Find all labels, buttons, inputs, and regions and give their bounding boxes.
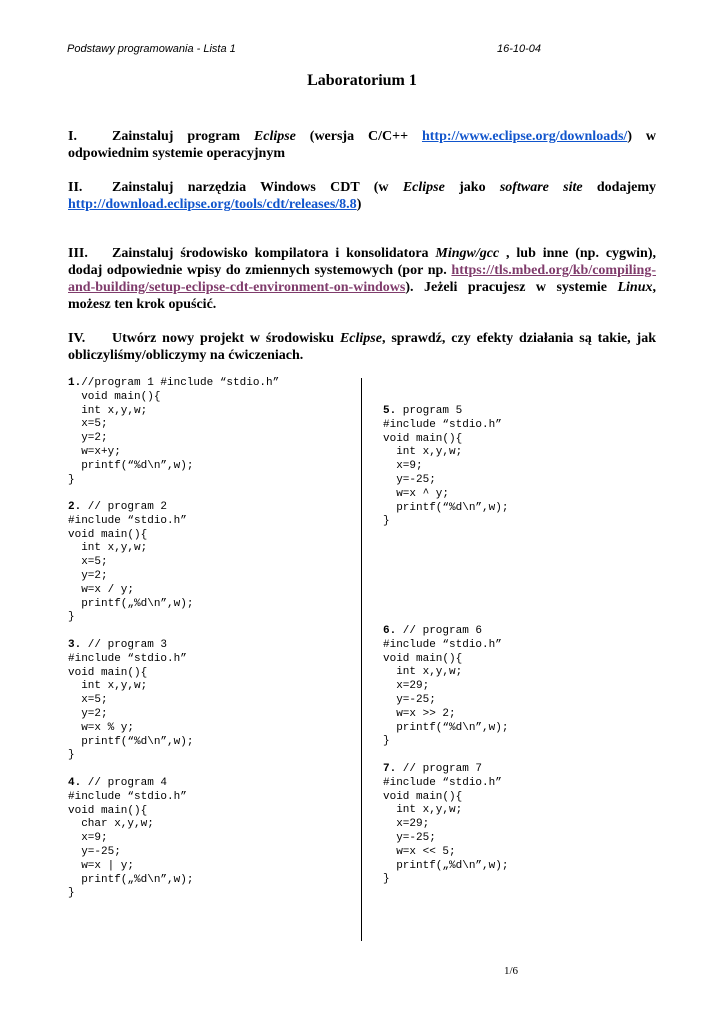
code-text: printf(“%d\n”,w); <box>68 735 194 748</box>
code-text: y=-25; <box>383 473 436 486</box>
task-text: jako <box>444 180 500 195</box>
column-divider <box>361 378 362 941</box>
code-line <box>68 556 193 570</box>
code-line <box>68 460 279 474</box>
task-italic: Eclipse <box>253 129 296 144</box>
code-line <box>68 598 193 612</box>
code-text: w=x | y; <box>68 859 135 872</box>
program-block-7 <box>383 763 508 887</box>
program-number: 5. <box>383 405 397 417</box>
code-text: y=2; <box>68 432 108 445</box>
task-text: Zainstaluj program <box>112 129 254 144</box>
code-text: } <box>383 515 390 528</box>
code-text: printf(„%d\n”,w); <box>68 873 194 886</box>
code-text: w=x / y; <box>68 583 135 596</box>
code-text: y=-25; <box>383 693 436 706</box>
task-text: , możesz ten krok opuścić. <box>68 280 656 312</box>
code-line <box>68 418 279 432</box>
code-text: x=5; <box>68 556 108 569</box>
code-text: x=9; <box>68 832 108 845</box>
code-text: #include “stdio.h” <box>383 418 502 431</box>
code-text: program 5 <box>396 405 463 417</box>
code-text: w=x+y; <box>68 445 121 458</box>
task-text: ). Jeżeli pracujesz w systemie <box>405 280 618 295</box>
code-text: printf(„%d\n”,w); <box>68 597 194 610</box>
code-text: printf(“%d\n”,w); <box>383 501 509 514</box>
code-line <box>383 653 508 667</box>
program-block-6 <box>383 625 508 749</box>
code-text: // program 6 <box>396 625 483 637</box>
code-line <box>68 736 193 750</box>
program-block-2 <box>68 501 193 625</box>
program-number: 1. <box>68 377 82 389</box>
code-text: w=x << 5; <box>383 845 456 858</box>
code-line <box>383 832 508 846</box>
code-line <box>383 639 508 653</box>
code-text: int x,y,w; <box>383 666 463 679</box>
code-line <box>383 666 508 680</box>
code-text: void main(){ <box>68 390 161 403</box>
task-number: II. <box>68 180 83 195</box>
code-line <box>68 832 193 846</box>
task-2 <box>68 179 656 213</box>
code-text: void main(){ <box>68 804 148 817</box>
code-text: // program 3 <box>81 639 168 651</box>
task-4 <box>68 330 656 364</box>
code-line <box>68 694 193 708</box>
eclipse-downloads-link[interactable]: http://www.eclipse.org/downloads/ <box>421 129 628 144</box>
code-text: void main(){ <box>68 528 148 541</box>
code-line <box>68 777 193 791</box>
code-text: } <box>383 873 390 886</box>
task-1 <box>68 128 656 162</box>
code-text: //program 1 #include “stdio.h” <box>81 377 280 389</box>
code-line <box>383 777 508 791</box>
code-text: // program 2 <box>81 501 168 513</box>
task-italic: software site <box>499 180 583 195</box>
code-text: #include “stdio.h” <box>68 790 187 803</box>
code-line <box>68 805 193 819</box>
code-line <box>383 405 508 419</box>
task-text: ) w odpowiednim systemie operacyjnym <box>68 129 656 161</box>
task-number: IV. <box>68 331 86 346</box>
code-line <box>68 680 193 694</box>
page-title: Laboratorium 1 <box>307 72 417 89</box>
code-text: int x,y,w; <box>68 680 148 693</box>
task-text: , sprawdź, czy efekty działania są takie, jak obliczyliśmy/obliczymy na ćwiczeniach. <box>68 331 656 363</box>
code-text: #include “stdio.h” <box>68 652 187 665</box>
code-text: } <box>68 473 75 486</box>
code-line <box>68 570 193 584</box>
task-text: dodajemy <box>582 180 656 195</box>
code-line <box>383 433 508 447</box>
task-text: Zainstaluj środowisko kompilatora i konsolidatora <box>112 246 436 261</box>
code-line <box>383 818 508 832</box>
program-block-3 <box>68 639 193 763</box>
code-line <box>383 708 508 722</box>
code-line <box>68 432 279 446</box>
code-text: } <box>68 611 75 624</box>
code-line <box>68 860 193 874</box>
code-line <box>383 722 508 736</box>
code-text: void main(){ <box>383 652 463 665</box>
task-text: (wersja C/C++ <box>295 129 422 144</box>
code-line <box>383 694 508 708</box>
code-line <box>383 419 508 433</box>
task-3 <box>68 245 656 313</box>
code-text: y=2; <box>68 569 108 582</box>
code-text: void main(){ <box>383 432 463 445</box>
mbed-setup-link[interactable]: https://tls.mbed.org/kb/compiling-and-building/setup-eclipse-cdt-environment-on-windows <box>68 263 656 295</box>
code-text: w=x >> 2; <box>383 707 456 720</box>
code-text: } <box>68 887 75 900</box>
code-text: int x,y,w; <box>383 804 463 817</box>
code-line <box>383 625 508 639</box>
code-text: // program 4 <box>81 777 168 789</box>
code-text: void main(){ <box>68 666 148 679</box>
code-text: void main(){ <box>383 790 463 803</box>
code-text: x=5; <box>68 418 108 431</box>
code-line <box>68 722 193 736</box>
code-line <box>383 446 508 460</box>
program-number: 7. <box>383 763 397 775</box>
task-italic: Eclipse <box>339 331 382 346</box>
code-line <box>383 515 508 529</box>
header-course: Podstawy programowania - Lista 1 <box>67 43 236 55</box>
code-line <box>68 515 193 529</box>
code-text: } <box>68 749 75 762</box>
program-block-4 <box>68 777 193 901</box>
code-text: int x,y,w; <box>68 404 148 417</box>
code-line <box>68 874 193 888</box>
code-line <box>383 474 508 488</box>
code-text: #include “stdio.h” <box>68 514 187 527</box>
task-italic: Linux <box>617 280 653 295</box>
header-date: 16-10-04 <box>497 43 542 55</box>
code-line <box>68 542 193 556</box>
code-text: printf(“%d\n”,w); <box>383 721 509 734</box>
code-text: y=2; <box>68 707 108 720</box>
code-line <box>383 804 508 818</box>
task-italic: Eclipse <box>402 180 445 195</box>
code-text: w=x % y; <box>68 721 135 734</box>
code-line <box>68 887 193 901</box>
program-block-5 <box>383 405 508 529</box>
task-italic: Mingw/gcc <box>435 246 500 261</box>
code-line <box>68 391 279 405</box>
program-block-1 <box>68 377 279 487</box>
page-number: 1/6 <box>504 965 519 977</box>
code-line <box>383 763 508 777</box>
code-line <box>68 667 193 681</box>
task-text: Zainstaluj narzędzia Windows CDT (w <box>112 180 403 195</box>
code-line <box>383 791 508 805</box>
code-line <box>68 446 279 460</box>
code-line <box>383 735 508 749</box>
code-line <box>68 405 279 419</box>
code-line <box>68 791 193 805</box>
code-text: #include “stdio.h” <box>383 638 502 651</box>
program-number: 4. <box>68 777 82 789</box>
code-text: x=29; <box>383 818 430 831</box>
program-number: 2. <box>68 501 82 513</box>
code-text: x=5; <box>68 694 108 707</box>
code-line <box>68 529 193 543</box>
program-number: 6. <box>383 625 397 637</box>
code-line <box>383 488 508 502</box>
code-text: printf(„%d\n”,w); <box>383 859 509 872</box>
code-line <box>383 846 508 860</box>
code-line <box>68 653 193 667</box>
code-text: x=9; <box>383 460 423 473</box>
task-text: , lub inne (np. cygwin), dodaj odpowiednie wpisy do zmiennych systemowych (por np. <box>68 246 656 278</box>
code-line <box>68 501 193 515</box>
code-line <box>68 818 193 832</box>
program-number: 3. <box>68 639 82 651</box>
code-line <box>383 460 508 474</box>
code-line <box>383 680 508 694</box>
code-line <box>68 708 193 722</box>
code-text: #include “stdio.h” <box>383 776 502 789</box>
code-line <box>383 502 508 516</box>
code-text: y=-25; <box>383 831 436 844</box>
code-line <box>68 846 193 860</box>
code-text: char x,y,w; <box>68 818 154 831</box>
code-text: // program 7 <box>396 763 483 775</box>
task-number: III. <box>68 246 88 261</box>
code-text: } <box>383 735 390 748</box>
code-text: x=29; <box>383 680 430 693</box>
task-number: I. <box>68 129 77 144</box>
code-line <box>68 584 193 598</box>
task-text: Utwórz nowy projekt w środowisku <box>112 331 340 346</box>
code-text: w=x ^ y; <box>383 487 450 500</box>
code-line <box>68 474 279 488</box>
code-line <box>68 639 193 653</box>
code-text: int x,y,w; <box>383 446 463 459</box>
code-text: y=-25; <box>68 845 121 858</box>
cdt-releases-link[interactable]: http://download.eclipse.org/tools/cdt/releases/8.8 <box>68 197 357 212</box>
code-text: int x,y,w; <box>68 542 148 555</box>
code-line <box>68 377 279 391</box>
code-line <box>68 611 193 625</box>
code-line <box>68 749 193 763</box>
code-line <box>383 873 508 887</box>
code-text: printf(“%d\n”,w); <box>68 459 194 472</box>
task-text: ) <box>356 197 362 212</box>
code-line <box>383 860 508 874</box>
